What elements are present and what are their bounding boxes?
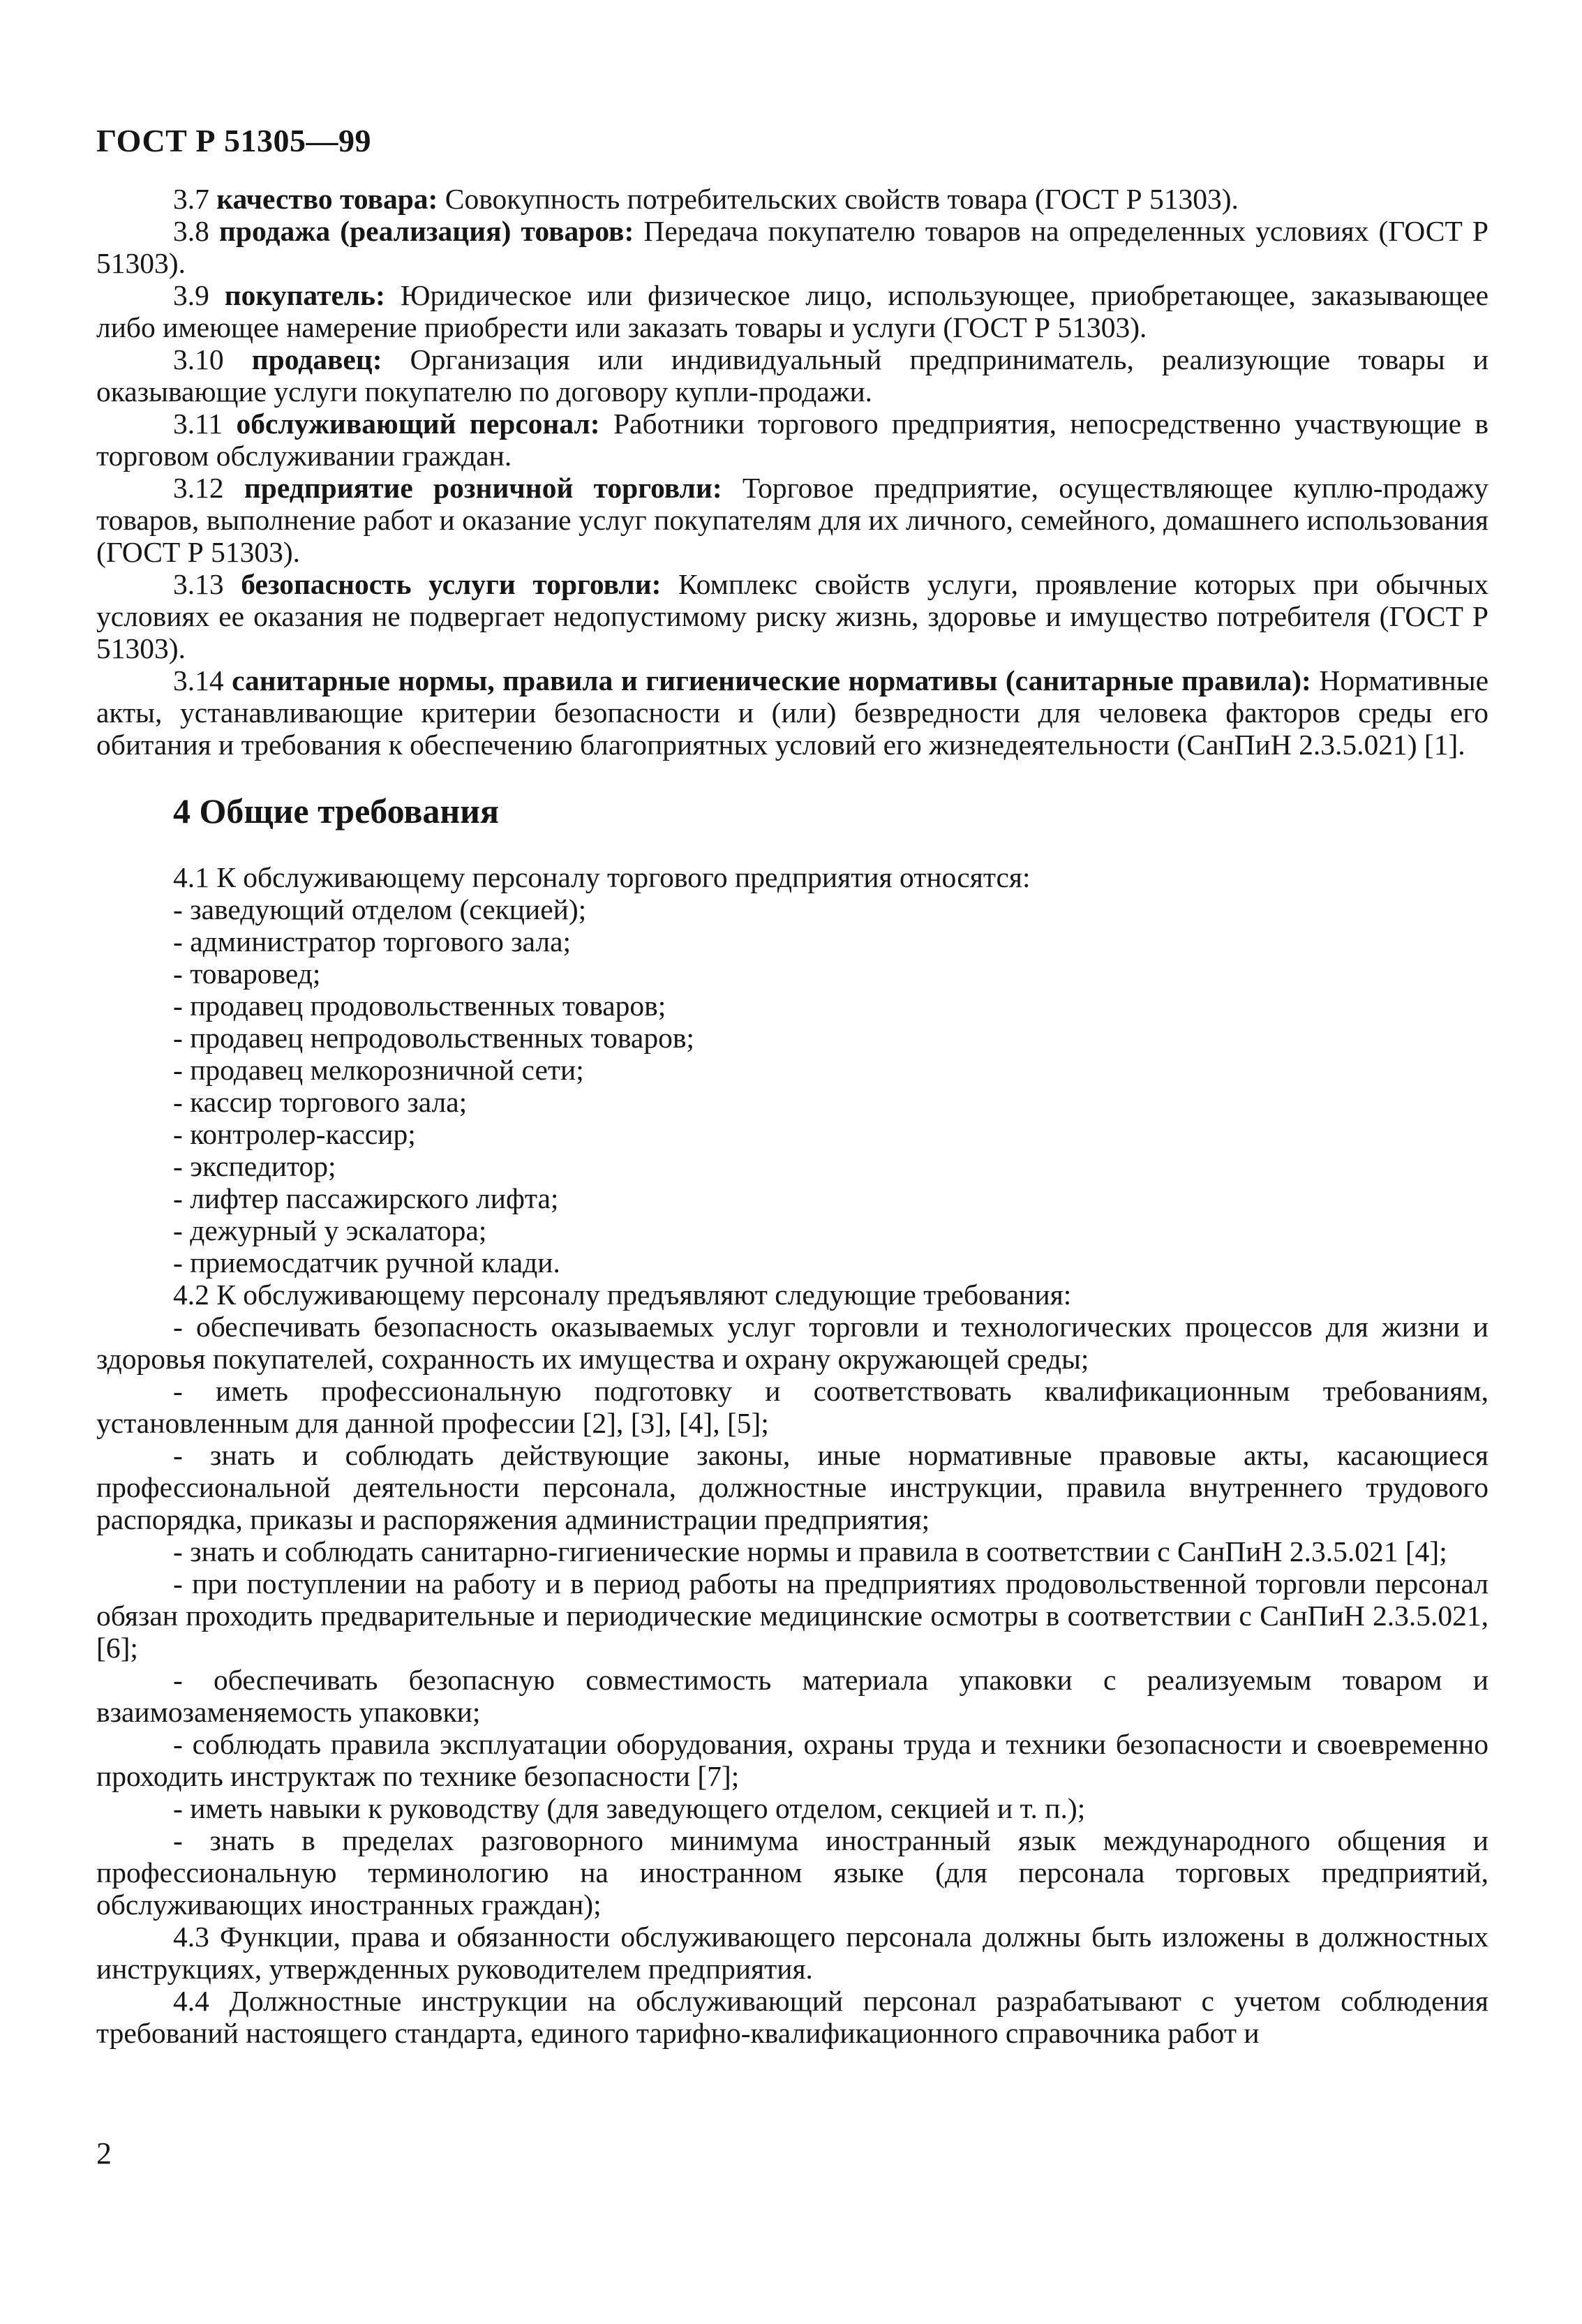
requirement-item: - обеспечивать безопасность оказываемых услуг торговли и технологических процессов для жизни и здоровья покупателей, сохранность их имущества и охрану окружающей среды; <box>96 1311 1488 1375</box>
term: предприятие розничной торговли: <box>244 472 722 504</box>
clause-number: 3.9 <box>173 279 209 311</box>
clause-4-3: 4.3 Функции, права и обязанности обслуживающего персонала должны быть изложены в должностных инструкциях, утвержденных руководителем предприятия. <box>96 1921 1488 1985</box>
list-item: - продавец непродовольственных товаров; <box>173 1022 694 1054</box>
definition-3-9 <box>96 279 1488 343</box>
list-item: - лифтер пассажирского лифта; <box>173 1182 559 1214</box>
definition-text: Юридическое или физическое лицо, использующее, приобретающее, заказывающее либо имеющее намерение приобрести или заказать товары и услуги (ГОСТ Р 51303). <box>96 279 1489 343</box>
requirement-item: - иметь профессиональную подготовку и соответствовать квалификационным требованиям, установленным для данной профессии [2], [3], [4], [5]; <box>96 1375 1488 1439</box>
definition-text: Работники торгового предприятия, непосредственно участвующие в торговом обслуживании граждан. <box>96 408 1488 472</box>
clause-number: 3.11 <box>173 408 223 440</box>
definition-text: Совокупность потребительских свойств товара (ГОСТ Р 51303). <box>445 183 1239 215</box>
definition-3-12 <box>96 472 1488 568</box>
list-item: - контролер-кассир; <box>173 1118 416 1150</box>
requirement-item: - при поступлении на работу и в период работы на предприятиях продовольственной торговли персонал обязан проходить предварительные и периодические медицинские осмотры в соответствии с СанПиН 2.3.5.021, [6]; <box>96 1567 1488 1664</box>
clause-number: 3.12 <box>173 472 224 504</box>
requirement-item: - соблюдать правила эксплуатации оборудования, охраны труда и техники безопасности и своевременно проходить инструктаж по технике безопасности [7]; <box>96 1728 1488 1792</box>
page-number: 2 <box>96 2136 112 2170</box>
definition-3-13 <box>96 568 1488 664</box>
clause-4-4: 4.4 Должностные инструкции на обслуживающий персонал разрабатывают с учетом соблюдения требований настоящего стандарта, единого тарифно-квалификационного справочника работ и <box>96 1985 1488 2049</box>
requirement-item: - иметь навыки к руководству (для заведующего отделом, секцией и т. п.); <box>173 1792 1086 1824</box>
clause-number: 3.14 <box>173 664 224 697</box>
section-4-title: 4 Общие требования <box>173 791 500 830</box>
term: продажа (реализация) товаров: <box>219 215 634 247</box>
list-item: - продавец мелкорозничной сети; <box>173 1054 584 1086</box>
definition-text: Организация или индивидуальный предприниматель, реализующие товары и оказывающие услуги покупателю по договору купли-продажи. <box>96 343 1489 408</box>
list-item: - заведующий отделом (секцией); <box>173 893 587 925</box>
term: продавец: <box>251 343 382 375</box>
list-item: - экспедитор; <box>173 1150 336 1182</box>
list-item: - кассир торгового зала; <box>173 1086 468 1118</box>
definition-3-11 <box>96 408 1488 472</box>
term: качество товара: <box>216 183 438 215</box>
definition-3-8 <box>96 215 1488 279</box>
definition-text: Нормативные акты, устанавливающие критерии безопасности и (или) безвредности для человека факторов среды его обитания и требования к обеспечению благоприятных условий его жизнедеятельности (СанПиН 2.3.5.021) [1]. <box>96 664 1488 761</box>
list-item: - продавец продовольственных товаров; <box>173 990 666 1022</box>
list-item: - товаровед; <box>173 958 321 990</box>
clause-4-1-intro: 4.1 К обслуживающему персоналу торгового предприятия относятся: <box>173 861 1031 893</box>
document-header: ГОСТ Р 51305—99 <box>96 123 371 158</box>
list-item: - приемосдатчик ручной клади. <box>173 1246 560 1279</box>
requirement-item: - знать в пределах разговорного минимума иностранный язык международного общения и профессиональную терминологию на иностранном языке (для персонала торговых предприятий, обслуживающих иностранных граждан); <box>96 1824 1488 1921</box>
list-item: - администратор торгового зала; <box>173 925 572 958</box>
clause-number: 3.13 <box>173 568 224 600</box>
definition-text: Комплекс свойств услуги, проявление которых при обычных условиях ее оказания не подвергает недопустимому риску жизнь, здоровье и имущество потребителя (ГОСТ Р 51303). <box>96 568 1488 664</box>
definition-text: Торговое предприятие, осуществляющее куплю-продажу товаров, выполнение работ и оказание услуг покупателям для их личного, семейного, домашнего использования (ГОСТ Р 51303). <box>96 472 1489 568</box>
requirement-item: - обеспечивать безопасную совместимость материала упаковки с реализуемым товаром и взаимозаменяемость упаковки; <box>96 1664 1488 1728</box>
term: санитарные нормы, правила и гигиенические нормативы (санитарные правила): <box>232 664 1311 697</box>
requirement-item: - знать и соблюдать санитарно-гигиенические нормы и правила в соответствии с СанПиН 2.3.5.021 [4]; <box>173 1535 1447 1567</box>
clause-4-2-intro: 4.2 К обслуживающему персоналу предъявляют следующие требования: <box>173 1279 1072 1311</box>
requirement-item: - знать и соблюдать действующие законы, иные нормативные правовые акты, касающиеся профессиональной деятельности персонала, должностные инструкции, правила внутреннего трудового распорядка, приказы и распоряжения администрации предприятия; <box>96 1439 1488 1535</box>
term: безопасность услуги торговли: <box>241 568 662 600</box>
clause-number: 3.7 <box>173 183 209 215</box>
document-body <box>96 183 1488 2049</box>
term: обслуживающий персонал: <box>236 408 600 440</box>
clause-number: 3.8 <box>173 215 209 247</box>
definition-3-10 <box>96 343 1488 408</box>
term: покупатель: <box>224 279 385 311</box>
list-item: - дежурный у эскалатора; <box>173 1214 487 1246</box>
definition-3-7 <box>96 183 1488 215</box>
definition-3-14 <box>96 664 1488 761</box>
definition-text: Передача покупателю товаров на определенных условиях (ГОСТ Р 51303). <box>96 215 1489 279</box>
clause-number: 3.10 <box>173 343 224 375</box>
